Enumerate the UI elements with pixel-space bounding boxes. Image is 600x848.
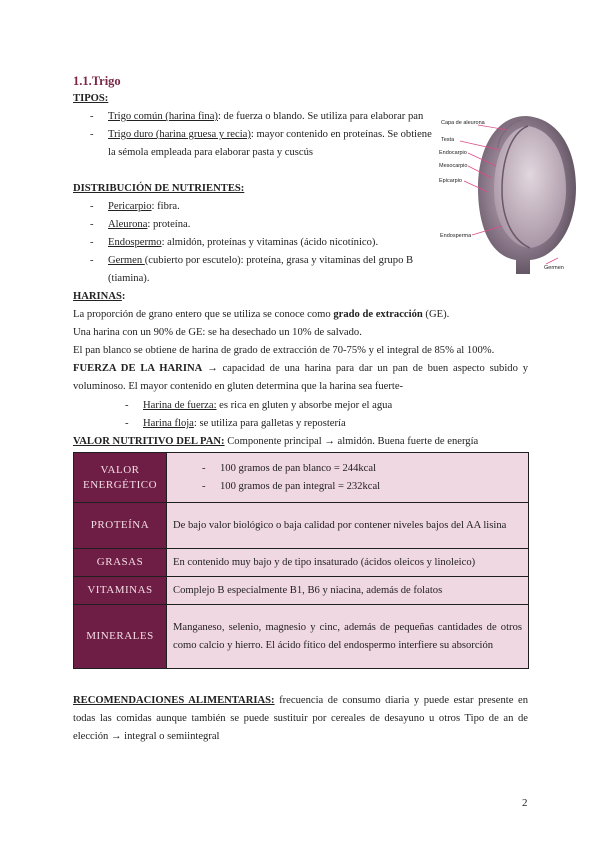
- list-item-term: Harina de fuerza:: [143, 400, 217, 411]
- distribucion-heading: DISTRIBUCIÓN DE NUTRIENTES:: [73, 183, 245, 194]
- diagram-label: Testa: [441, 137, 455, 143]
- grado-extraccion-term: grado de extracción: [333, 309, 423, 320]
- list-item: [108, 397, 528, 415]
- table-row-value: De bajo valor biológico o baja calidad por contener niveles bajos del AA lisina: [167, 503, 529, 549]
- tipos-section: [73, 90, 433, 162]
- fuerza-list: [108, 397, 528, 433]
- table-row-label: GRASAS: [74, 549, 167, 577]
- valor-nutritivo-line: [73, 433, 533, 451]
- diagram-label: Endocarpio: [439, 150, 467, 156]
- diagram-label: Epicarpio: [439, 178, 462, 184]
- table-row-label: VALOR ENERGÉTICO: [74, 453, 167, 503]
- list-item-text: : de fuerza o blando. Se utiliza para elaborar pan: [217, 111, 424, 122]
- diagram-label: Capa de aleurona: [441, 120, 485, 126]
- harinas-heading-line: [73, 288, 528, 306]
- wheat-grain-diagram: [438, 108, 580, 274]
- table-row-value: Complejo B especialmente B1, B6 y niacina, además de folatos: [167, 577, 529, 605]
- table-row: [74, 549, 529, 577]
- table-row-value: [167, 453, 529, 503]
- harinas-paragraph: [73, 306, 528, 324]
- list-item-text: : se utiliza para galletas y repostería: [193, 418, 346, 429]
- table-row: [74, 503, 529, 549]
- list-item: - 100 gramos de pan blanco = 244kcal: [185, 460, 522, 478]
- list-item-text: : almidón, proteínas y vitaminas (ácido nicotínico).: [161, 237, 379, 248]
- table-row: [74, 605, 529, 669]
- tipos-heading: TIPOS:: [73, 93, 109, 104]
- list-item-term: Trigo común (harina fina): [108, 111, 218, 122]
- list-item-term: Pericarpio: [108, 201, 152, 212]
- harinas-heading: HARINAS: [73, 291, 122, 302]
- harinas-section: [73, 288, 528, 396]
- fuerza-heading: FUERZA DE LA HARINA: [73, 363, 203, 374]
- table-row-label: PROTEÍNA: [74, 503, 167, 549]
- table-row-label: VITAMINAS: [74, 577, 167, 605]
- list-item-text: (cubierto por escutelo): proteína, grasa y vitaminas del grupo B (tiamina).: [108, 255, 414, 284]
- list-item: [73, 252, 433, 288]
- distribucion-list: [73, 198, 433, 288]
- table-row: [74, 577, 529, 605]
- text-span: La proporción de grano entero que se utiliza se conoce como: [73, 309, 334, 320]
- nutrition-table: [73, 452, 529, 669]
- recomendaciones-heading: RECOMENDACIONES ALIMENTARIAS:: [73, 695, 275, 706]
- table-row-value: Manganeso, selenio, magnesio y cinc, además de pequeñas cantidades de otros como calcio y hierro. El ácido fítico del endospermo interfiere su absorción: [167, 605, 529, 669]
- list-item-text: : proteína.: [147, 219, 191, 230]
- diagram-label: Mesocarpio: [439, 163, 468, 169]
- list-item: [73, 216, 433, 234]
- page-number: 2: [522, 797, 528, 809]
- table-row: [74, 453, 529, 503]
- distribucion-section: [73, 180, 433, 288]
- harinas-heading-colon: :: [121, 291, 126, 302]
- table-row-value: En contenido muy bajo y de tipo insaturado (ácidos oleicos y linoleico): [167, 549, 529, 577]
- valor-heading: VALOR NUTRITIVO DEL PAN:: [73, 436, 225, 447]
- list-item: [73, 234, 433, 252]
- list-item-term: Germen: [108, 255, 145, 266]
- section-title: 1.1.Trigo: [73, 74, 121, 88]
- list-item-term: Trigo duro (harina gruesa y recia): [108, 129, 251, 140]
- text-span: (GE).: [422, 309, 450, 320]
- energy-list: [185, 460, 522, 496]
- recomendaciones-paragraph: [73, 692, 528, 746]
- list-item-term: Endospermo: [108, 237, 162, 248]
- harinas-paragraph: Una harina con un 90% de GE: se ha desechado un 10% de salvado.: [73, 327, 362, 338]
- list-item: - 100 gramos de pan integral = 232kcal: [185, 478, 522, 496]
- recomendaciones-text: frecuencia de consumo diaria y puede estar presente en todas las comidas aunque también se puede sustituir por cereales de desayuno u otros Tipo de an de elección → integral o semiintegral: [73, 695, 529, 742]
- list-item-text: : mayor contenido en proteínas. Se obtiene la sémola empleada para elaborar pasta y cuscús: [108, 129, 432, 158]
- valor-text: Componente principal → almidón. Buena fuerte de energía: [224, 436, 479, 447]
- list-item-term: Aleurona: [108, 219, 148, 230]
- fuerza-paragraph: [73, 360, 528, 396]
- list-item: [73, 126, 433, 162]
- list-item-text: es rica en gluten y absorbe mejor el agua: [216, 400, 393, 411]
- fuerza-text: → capacidad de una harina para dar un pan de buen aspecto subido y voluminoso. El mayor contenido en gluten determina que la harina sea fuerte-: [73, 363, 528, 392]
- diagram-label: Endosperma: [440, 233, 472, 239]
- list-item: [73, 198, 433, 216]
- diagram-label: Germen: [544, 265, 564, 271]
- harinas-paragraph: El pan blanco se obtiene de harina de grado de extracción de 70-75% y el integral de 85% al 100%.: [73, 345, 495, 356]
- list-item-term: Harina floja: [143, 418, 194, 429]
- list-item-text: : fibra.: [151, 201, 180, 212]
- tipos-list: [73, 108, 433, 162]
- table-row-label: MINERALES: [74, 605, 167, 669]
- list-item: [108, 415, 528, 433]
- list-item: [73, 108, 433, 126]
